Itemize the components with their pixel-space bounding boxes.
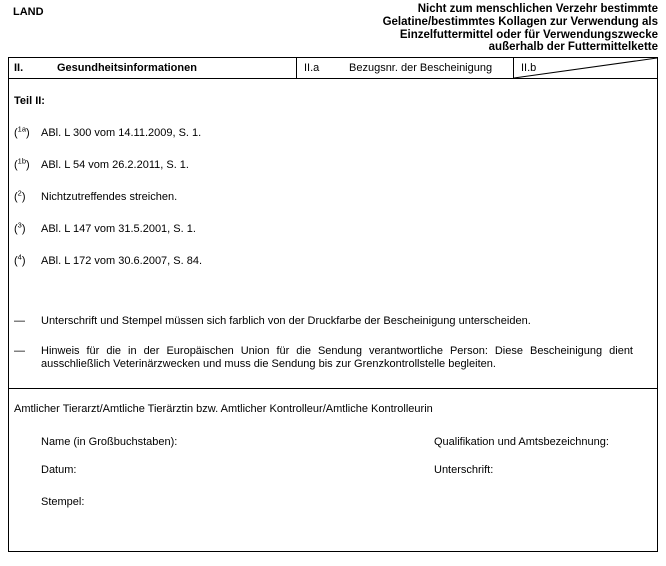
header-cell-health-info [9, 58, 296, 78]
paren-open: ( [14, 127, 18, 139]
signature-row-date [14, 464, 649, 477]
header-cell-iib [513, 58, 657, 78]
signature-section [9, 389, 657, 551]
title-line-2: Gelatine/bestimmtes Kollagen zur Verwendung als [382, 15, 658, 28]
signatory-heading: Amtlicher Tierarzt/Amtliche Tierärztin bzw. Amtlicher Kontrolleur/Amtliche Kontrolleurin [14, 403, 433, 415]
title-line-3: Einzelfuttermittel oder für Verwendungszwecke [399, 28, 658, 41]
footnote-superscript: 1a [17, 124, 27, 134]
paren-open: ( [14, 191, 18, 203]
title-line-4: außerhalb der Futtermittelkette [488, 41, 658, 54]
iib-code: II.b [521, 61, 537, 74]
footnote-text: ABl. L 300 vom 14.11.2009, S. 1. [41, 127, 202, 139]
footnote-marker [14, 220, 41, 236]
paren-close: ) [21, 255, 26, 267]
signature-row-stamp [14, 496, 649, 509]
note-item-responsible-person [14, 345, 649, 371]
footnote-text: Nichtzutreffendes streichen. [41, 191, 178, 203]
footnote-marker [14, 188, 41, 204]
note-text: Unterschrift und Stempel müssen sich farblich von der Druckfarbe der Bescheinigung unterscheiden. [41, 315, 531, 327]
paren-open: ( [14, 223, 18, 235]
name-field-label: Name (in Großbuchstaben): [41, 436, 178, 448]
qualification-field-label: Qualifikation und Amtsbezeichnung: [434, 436, 609, 448]
paren-close: ) [21, 223, 26, 235]
footnote-superscript: 2 [17, 188, 22, 198]
table-header-row [9, 58, 657, 79]
footnote-text: ABl. L 54 vom 26.2.2011, S. 1. [41, 159, 189, 171]
footnote-item-4 [14, 252, 649, 268]
signature-row-name [14, 436, 649, 449]
part2-certificate-table [8, 57, 658, 552]
signature-field-label: Unterschrift: [434, 464, 494, 476]
paren-open: ( [14, 255, 18, 267]
reference-label: Bezugsnr. der Bescheinigung [349, 61, 493, 74]
footnote-item-1a [14, 124, 649, 140]
title-line-1: Nicht zum menschlichen Verzehr bestimmte [417, 3, 658, 15]
footnote-marker [14, 252, 41, 268]
dash-bullet: — [14, 345, 25, 357]
footnote-text: ABl. L 172 vom 30.6.2007, S. 84. [41, 255, 203, 267]
footnote-item-3 [14, 220, 649, 236]
country-label: LAND [13, 6, 44, 18]
header-cell-reference-number [296, 58, 513, 78]
dash-bullet: — [14, 315, 25, 327]
paren-close: ) [26, 159, 30, 171]
footnote-item-2 [14, 188, 649, 204]
footnote-superscript: 3 [17, 220, 22, 230]
section-title: Gesundheitsinformationen [57, 61, 197, 74]
section-number: II. [14, 61, 24, 74]
stamp-empty-area [434, 496, 649, 509]
reference-code: II.a [304, 61, 320, 74]
paren-open: ( [14, 159, 18, 171]
footnote-text: ABl. L 147 vom 31.5.2001, S. 1. [41, 223, 196, 235]
date-field-label: Datum: [41, 464, 77, 476]
footnote-marker [14, 124, 41, 140]
paren-close: ) [21, 191, 26, 203]
health-information-body [9, 79, 657, 389]
paren-close: ) [26, 127, 30, 139]
footnote-item-1b [14, 156, 649, 172]
note-item-signature-colour [14, 315, 649, 328]
document-title [383, 3, 658, 54]
note-text: Hinweis für die in der Europäischen Union für die Sendung verantwortliche Person: Diese Bescheinigung dient ausschließlich Veterinärzwecken und muss die Sendung bis zur Grenzkontrollstelle begleiten. [41, 345, 633, 370]
footnote-superscript: 4 [17, 252, 22, 262]
part-title: Teil II: [14, 95, 45, 107]
footnote-superscript: 1b [17, 156, 27, 166]
stamp-field-label: Stempel: [41, 496, 85, 508]
footnote-marker [14, 156, 41, 172]
